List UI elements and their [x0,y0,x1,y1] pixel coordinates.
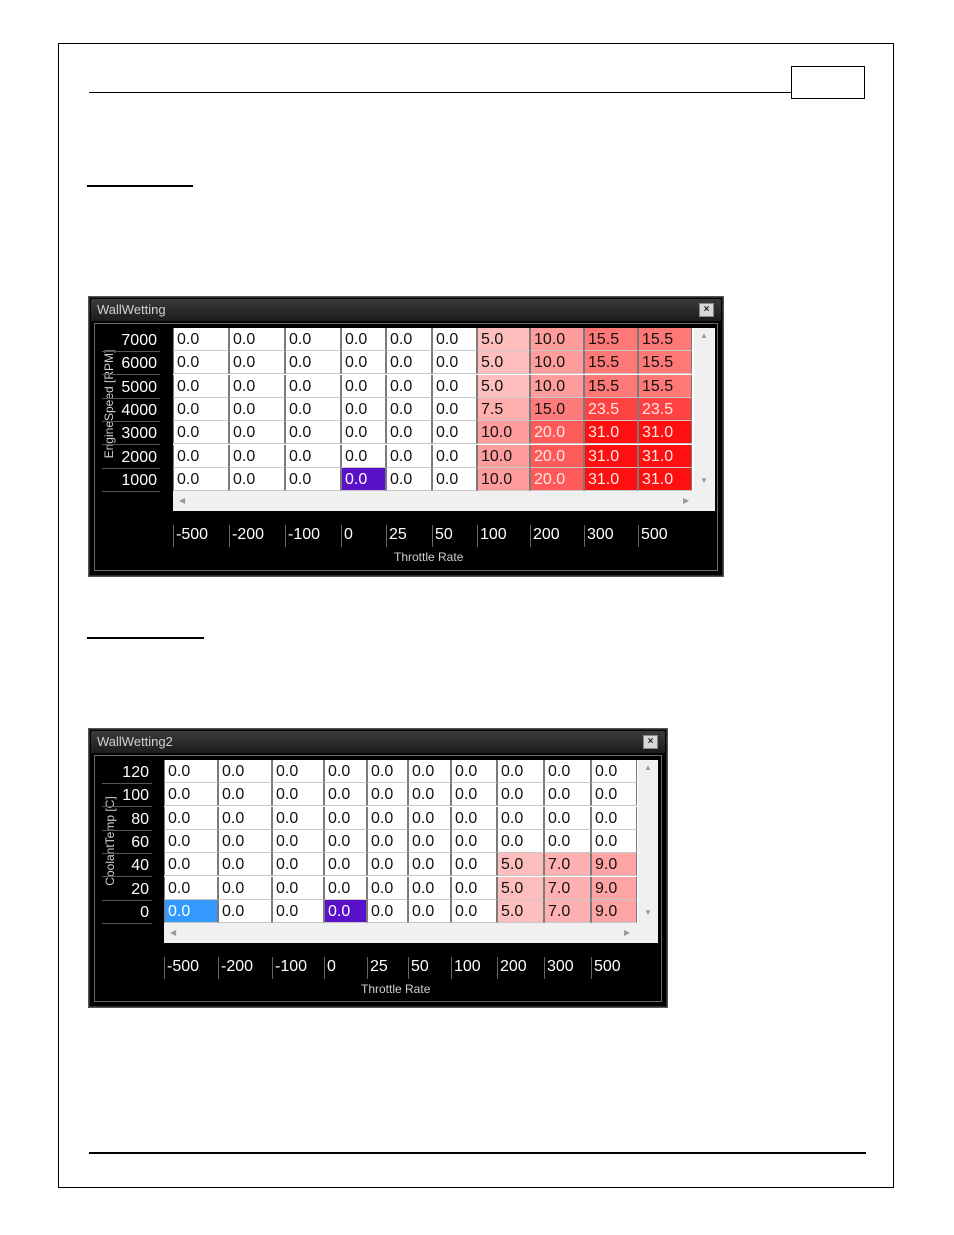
table-cell[interactable]: 0.0 [408,783,451,806]
table-cell[interactable]: 0.0 [341,398,386,421]
header-rule [89,92,791,93]
table-cell[interactable]: 0.0 [367,783,408,806]
table-cell[interactable]: 0.0 [591,760,637,783]
table-cell[interactable]: 31.0 [638,445,692,468]
table-cell[interactable]: 0.0 [451,760,497,783]
table-cell[interactable]: 0.0 [367,900,408,923]
section-underline-2 [87,637,204,639]
table-cell[interactable]: 31.0 [638,468,692,491]
table-cell[interactable]: 0.0 [341,351,386,374]
table-cell[interactable]: 0.0 [164,830,218,853]
table-cell[interactable]: 31.0 [584,445,638,468]
table-cell[interactable]: 0.0 [229,421,285,444]
horizontal-scrollbar[interactable] [164,923,658,943]
table-cell[interactable]: 0.0 [324,760,367,783]
window-title: WallWetting [97,302,166,317]
column-label: 500 [638,525,692,547]
close-icon[interactable]: × [699,303,714,317]
table-cell[interactable]: 0.0 [229,328,285,351]
table-cell[interactable]: 0.0 [432,375,477,398]
table-cell[interactable]: 0.0 [432,468,477,491]
table-cell[interactable]: 0.0 [173,421,229,444]
table-cell[interactable]: 0.0 [497,783,544,806]
table-cell[interactable]: 0.0 [341,375,386,398]
table-cell[interactable]: 0.0 [408,760,451,783]
table-cell[interactable]: 0.0 [272,853,324,876]
table-cell[interactable]: 5.0 [497,900,544,923]
table-cell[interactable]: 0.0 [164,853,218,876]
table-cell[interactable]: 0.0 [173,398,229,421]
scroll-left-icon[interactable]: ◀ [179,496,186,505]
table-cell[interactable]: 15.5 [584,375,638,398]
scroll-down-icon[interactable]: ▼ [700,476,708,485]
column-label: -500 [164,957,218,979]
table-cell[interactable]: 0.0 [386,468,432,491]
row-label: 1000 [102,469,160,492]
table-cell[interactable]: 0.0 [451,807,497,830]
window-titlebar[interactable] [91,299,721,321]
column-label: 200 [497,957,544,979]
table-cell[interactable]: 5.0 [497,853,544,876]
table-cell[interactable]: 9.0 [591,853,637,876]
table-cell[interactable]: 0.0 [386,351,432,374]
table-cell[interactable]: 0.0 [386,328,432,351]
table-cell[interactable]: 0.0 [218,807,272,830]
table-cell[interactable]: 0.0 [432,351,477,374]
table-cell[interactable]: 0.0 [408,853,451,876]
column-label: 50 [408,957,451,979]
table-cell[interactable]: 0.0 [229,375,285,398]
table-cell[interactable]: 0.0 [451,830,497,853]
y-axis-label: EngineSpeed [RPM] [102,349,116,459]
row-label: 3000 [102,422,160,445]
table-cell[interactable]: 10.0 [530,375,584,398]
scroll-left-icon[interactable]: ◀ [170,928,177,937]
table-cell[interactable]: 23.5 [584,398,638,421]
row-label: 7000 [102,329,160,352]
table-cell[interactable]: 15.5 [584,351,638,374]
table-cell[interactable]: 0.0 [324,853,367,876]
column-label: -200 [229,525,285,547]
wallwetting2-window[interactable] [88,728,668,1008]
column-label: 50 [432,525,477,547]
table-cell[interactable]: 0.0 [164,900,218,923]
table-cell[interactable]: 0.0 [408,830,451,853]
row-label: 5000 [102,376,160,399]
table-cell[interactable]: 0.0 [164,760,218,783]
table-cell[interactable]: 0.0 [497,760,544,783]
table-cell[interactable]: 0.0 [432,398,477,421]
row-label: 80 [102,808,152,831]
column-label: 25 [367,957,408,979]
table-cell[interactable]: 0.0 [408,877,451,900]
table-cell[interactable]: 5.0 [477,375,530,398]
table-cell[interactable]: 0.0 [408,900,451,923]
table-cell[interactable]: 10.0 [477,468,530,491]
vertical-scrollbar[interactable] [694,328,714,491]
table-cell[interactable]: 0.0 [229,445,285,468]
table-cell[interactable]: 0.0 [218,900,272,923]
table-cell[interactable]: 0.0 [341,328,386,351]
table-cell[interactable]: 0.0 [173,328,229,351]
table-cell[interactable]: 0.0 [386,375,432,398]
row-label: 2000 [102,446,160,469]
table-cell[interactable]: 0.0 [386,445,432,468]
table-cell[interactable]: 10.0 [477,445,530,468]
y-axis-label: CoolantTemp [C] [103,796,117,886]
table-cell[interactable]: 0.0 [272,900,324,923]
table-cell[interactable]: 0.0 [386,398,432,421]
table-cell[interactable]: 0.0 [285,375,341,398]
table-cell[interactable]: 7.0 [544,877,591,900]
table-cell[interactable]: 15.0 [530,398,584,421]
table-cell[interactable]: 20.0 [530,468,584,491]
table-cell[interactable]: 0.0 [497,807,544,830]
table-cell[interactable]: 20.0 [530,421,584,444]
table-cell[interactable]: 0.0 [285,328,341,351]
table-cell[interactable]: 0.0 [173,468,229,491]
column-label: -100 [285,525,341,547]
table-cell[interactable]: 5.0 [477,351,530,374]
table-cell[interactable]: 0.0 [544,807,591,830]
table-cell[interactable]: 0.0 [324,807,367,830]
x-axis-label: Throttle Rate [361,982,431,996]
page-frame [58,43,894,1188]
column-label: 100 [451,957,497,979]
table-cell[interactable]: 0.0 [218,830,272,853]
table-cell[interactable]: 0.0 [285,421,341,444]
row-label: 20 [102,878,152,901]
table-cell[interactable]: 15.5 [638,351,692,374]
table-cell[interactable]: 0.0 [218,783,272,806]
table-cell[interactable]: 9.0 [591,900,637,923]
scroll-up-icon[interactable]: ▲ [700,331,708,340]
window-titlebar[interactable] [91,731,665,753]
table-cell[interactable]: 0.0 [591,807,637,830]
table-cell[interactable]: 0.0 [367,760,408,783]
column-label: 300 [584,525,638,547]
close-icon[interactable]: × [643,735,658,749]
column-label: 0 [324,957,367,979]
table-cell[interactable]: 0.0 [272,830,324,853]
column-label: 500 [591,957,637,979]
table-cell[interactable]: 15.5 [638,328,692,351]
table-cell[interactable]: 10.0 [530,351,584,374]
column-label: 25 [386,525,432,547]
table-cell[interactable]: 0.0 [341,468,386,491]
table-cell[interactable]: 0.0 [164,807,218,830]
table-cell[interactable]: 0.0 [272,760,324,783]
table-cell[interactable]: 0.0 [367,877,408,900]
table-cell[interactable]: 0.0 [386,421,432,444]
row-label: 60 [102,831,152,854]
table-cell[interactable]: 0.0 [173,351,229,374]
table-cell[interactable]: 7.0 [544,900,591,923]
page-number-box [791,66,865,99]
table-cell[interactable]: 0.0 [173,375,229,398]
table-grid[interactable] [164,760,658,923]
column-label: -100 [272,957,324,979]
scroll-down-icon[interactable]: ▼ [644,908,652,917]
table-cell[interactable]: 0.0 [341,445,386,468]
table-cell[interactable]: 0.0 [164,877,218,900]
column-label: -500 [173,525,229,547]
table-cell[interactable]: 15.5 [638,375,692,398]
table-cell[interactable]: 0.0 [367,853,408,876]
row-label: 0 [102,901,152,924]
table-cell[interactable]: 23.5 [638,398,692,421]
table-cell[interactable]: 0.0 [285,445,341,468]
table-cell[interactable]: 0.0 [285,398,341,421]
table-cell[interactable]: 31.0 [584,421,638,444]
footer-rule [89,1152,866,1154]
table-cell[interactable]: 0.0 [272,807,324,830]
table-cell[interactable]: 0.0 [451,853,497,876]
table-cell[interactable]: 20.0 [530,445,584,468]
section-underline-1 [87,185,193,187]
table-cell[interactable]: 31.0 [638,421,692,444]
row-label: 120 [102,761,152,784]
table-cell[interactable]: 0.0 [432,445,477,468]
table-cell[interactable]: 0.0 [164,783,218,806]
table-cell[interactable]: 10.0 [477,421,530,444]
scroll-right-icon[interactable]: ▶ [683,496,690,505]
table-cell[interactable]: 0.0 [367,807,408,830]
table-cell[interactable]: 0.0 [229,351,285,374]
row-label: 6000 [102,352,160,375]
table-cell[interactable]: 0.0 [408,807,451,830]
table-cell[interactable]: 0.0 [544,783,591,806]
table-cell[interactable]: 0.0 [229,468,285,491]
table-cell[interactable]: 7.0 [544,853,591,876]
table-cell[interactable]: 0.0 [591,830,637,853]
table-cell[interactable]: 0.0 [432,421,477,444]
table-cell[interactable]: 5.0 [477,328,530,351]
table-cell[interactable]: 0.0 [173,445,229,468]
table-cell[interactable]: 7.5 [477,398,530,421]
horizontal-scrollbar[interactable] [173,491,715,511]
column-label: 0 [341,525,386,547]
column-label: 100 [477,525,530,547]
table-cell[interactable]: 0.0 [285,351,341,374]
table-cell[interactable]: 0.0 [497,830,544,853]
table-cell[interactable]: 5.0 [497,877,544,900]
scroll-right-icon[interactable]: ▶ [624,928,631,937]
table-cell[interactable]: 15.5 [584,328,638,351]
table-cell[interactable]: 0.0 [451,783,497,806]
table-cell[interactable]: 0.0 [367,830,408,853]
table-cell[interactable]: 0.0 [324,877,367,900]
table-cell[interactable]: 0.0 [218,853,272,876]
table-cell[interactable]: 0.0 [324,783,367,806]
x-axis-label: Throttle Rate [394,550,464,564]
scroll-up-icon[interactable]: ▲ [644,763,652,772]
table-cell[interactable]: 0.0 [272,877,324,900]
table-grid[interactable] [173,328,715,491]
table-cell[interactable]: 9.0 [591,877,637,900]
row-label: 40 [102,854,152,877]
table-cell[interactable]: 0.0 [544,830,591,853]
table-cell[interactable]: 0.0 [451,900,497,923]
table-cell[interactable]: 0.0 [324,900,367,923]
table-cell[interactable]: 0.0 [341,421,386,444]
table-cell[interactable]: 0.0 [218,760,272,783]
table-cell[interactable]: 10.0 [530,328,584,351]
table-cell[interactable]: 0.0 [544,760,591,783]
table-cell[interactable]: 0.0 [324,830,367,853]
table-cell[interactable]: 0.0 [285,468,341,491]
row-label: 100 [102,784,152,807]
column-label: 300 [544,957,591,979]
wallwetting-window[interactable] [88,296,724,577]
table-cell[interactable]: 0.0 [218,877,272,900]
column-label: -200 [218,957,272,979]
table-cell[interactable]: 31.0 [584,468,638,491]
window-title: WallWetting2 [97,734,173,749]
row-label: 4000 [102,399,160,422]
table-cell[interactable]: 0.0 [229,398,285,421]
column-label: 200 [530,525,584,547]
table-cell[interactable]: 0.0 [591,783,637,806]
vertical-scrollbar[interactable] [638,760,658,923]
table-cell[interactable]: 0.0 [272,783,324,806]
table-cell[interactable]: 0.0 [451,877,497,900]
table-cell[interactable]: 0.0 [432,328,477,351]
